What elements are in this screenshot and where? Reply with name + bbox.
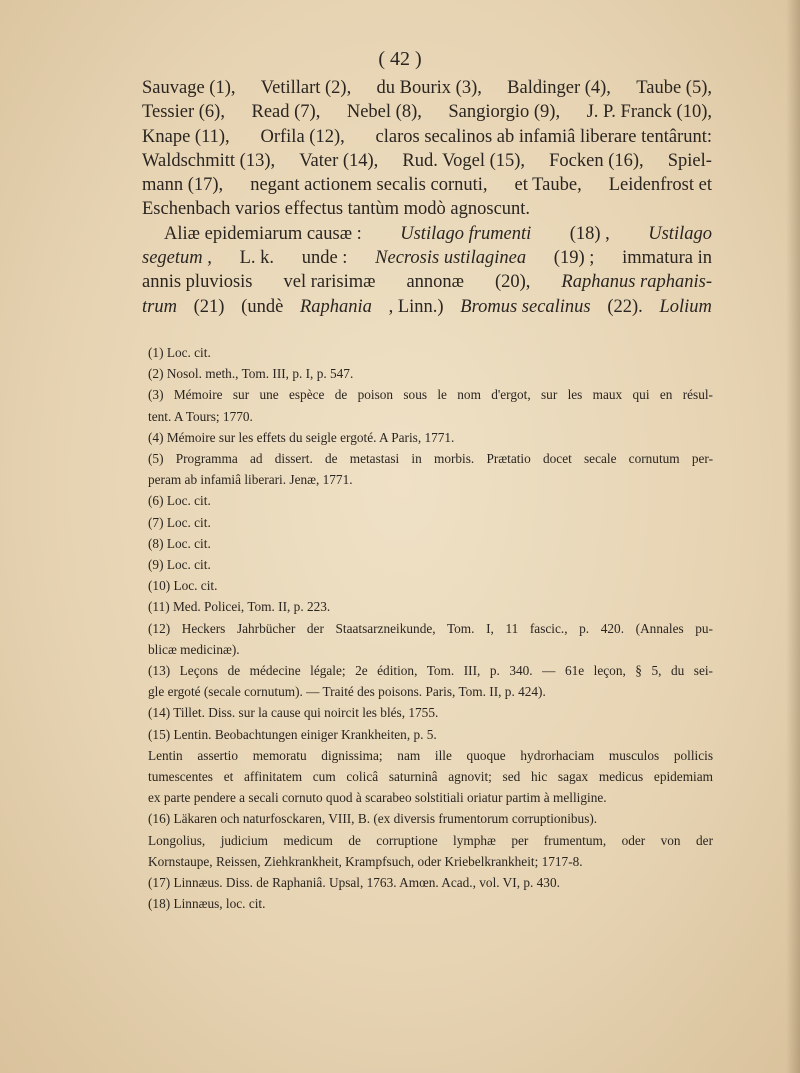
text-segment: Eschenbach varios effectus tantùm modò agnoscunt. <box>142 199 531 220</box>
text-segment: Read (7), <box>251 102 321 123</box>
text-segment: Leidenfrost et <box>608 175 712 196</box>
text-segment: annis pluviosis <box>142 272 253 293</box>
footnote-line: (14) Tillet. Diss. sur la cause qui noircit les blés, 1755. <box>148 705 439 721</box>
text-segment: Raphanus raphanis- <box>561 272 712 293</box>
text-segment: (22). <box>607 296 643 317</box>
text-segment: mann (17), <box>142 175 224 196</box>
main-text <box>142 76 712 319</box>
text-segment: (21) <box>193 296 225 317</box>
text-segment: Waldschmitt (13), <box>142 150 276 171</box>
text-segment: Raphania <box>299 296 372 317</box>
text-segment: Spiel- <box>667 150 712 171</box>
footnote-line: (16) Läkaren och naturfosckaren, VIII, B. (ex diversis frumentorum corruptionibus). <box>148 811 598 827</box>
text-segment: vel rarisimæ <box>283 272 376 293</box>
text-segment: Sangiorgio (9), <box>448 102 561 123</box>
footnote-line: tent. A Tours; 1770. <box>148 408 253 424</box>
text-segment: Baldinger (4), <box>507 78 611 98</box>
footnote-line: (4) Mémoire sur les effets du seigle ergoté. A Paris, 1771. <box>148 429 455 445</box>
text-line <box>142 270 712 294</box>
footnote-line: Longolius, judicium medicum de corruptione lymphæ per frumentum, oder von der <box>148 832 713 848</box>
text-line <box>142 149 712 173</box>
footnote-line: Lentin assertio memoratu dignissima; nam ille quoque hydrorhaciam musculos pollicis <box>148 747 713 763</box>
text-line <box>142 76 712 100</box>
footnote-line: tumescentes et affinitatem cum colicâ saturninâ agnovit; sed hic sagax medicus epidemiam <box>148 769 713 785</box>
text-segment: Ustilago <box>648 223 712 244</box>
text-segment: Nebel (8), <box>346 102 422 123</box>
text-segment: L. k. <box>239 248 275 269</box>
text-segment: Vetillart (2), <box>260 78 352 98</box>
text-segment: (18) , <box>569 223 610 244</box>
text-segment: immatura in <box>622 248 712 269</box>
text-segment: Taube (5), <box>636 78 712 98</box>
footnote-line: (3) Mémoire sur une espèce de poison sous le nom d'ergot, sur les maux qui en résul- <box>148 387 713 403</box>
footnote-line: Kornstaupe, Reissen, Ziehkrankheit, Krampfsuch, oder Kriebelkrankheit; 1717-8. <box>148 853 583 869</box>
text-segment: Sauvage (1), <box>142 78 236 98</box>
footnotes <box>148 342 713 914</box>
footnote-line: (2) Nosol. meth., Tom. III, p. I, p. 547. <box>148 366 354 382</box>
text-segment: Orfila (12), <box>260 126 345 147</box>
footnote-line: (18) Linnæus, loc. cit. <box>148 896 266 912</box>
footnote-line: (10) Loc. cit. <box>148 578 218 594</box>
text-segment: Vater (14), <box>299 150 379 171</box>
text-segment: trum <box>142 296 177 317</box>
text-segment: Bromus secalinus <box>460 296 591 317</box>
page-number: ( 42 ) <box>378 48 422 70</box>
footnote-line: (13) Leçons de médecine légale; 2e édition, Tom. III, p. 340. — 61e leçon, § 5, du sei- <box>148 663 713 679</box>
text-line <box>142 125 712 149</box>
text-segment: , Linn.) <box>388 296 444 317</box>
page-edge-shadow <box>786 0 800 1073</box>
text-line <box>142 173 712 197</box>
footnote-line: gle ergoté (secale cornutum). — Traité des poisons. Paris, Tom. II, p. 424). <box>148 684 546 700</box>
footnote-line: ex parte pendere a secali cornuto quod à scarabeo solstitiali oriatur partim à melligine. <box>148 790 607 806</box>
footnote-line: (5) Programma ad dissert. de metastasi in morbis. Prætatio docet secale cornutum per- <box>148 451 713 467</box>
footnote-line: (9) Loc. cit. <box>148 557 211 573</box>
text-segment: Lolium <box>659 296 712 317</box>
footnote-line: (8) Loc. cit. <box>148 535 211 551</box>
text-segment: J. P. Franck (10), <box>586 102 712 123</box>
text-line <box>142 222 712 246</box>
text-segment: et Taube, <box>514 175 582 196</box>
text-segment: annonæ <box>406 272 464 293</box>
text-segment: unde : <box>301 248 348 269</box>
text-segment: negant actionem secalis cornuti, <box>250 175 488 196</box>
text-segment: (undè <box>241 296 284 317</box>
text-segment: (20), <box>494 272 531 293</box>
text-segment: Focken (16), <box>549 150 644 171</box>
text-segment: Knape (11), <box>142 126 230 147</box>
text-segment: Aliæ epidemiarum causæ : <box>164 223 362 244</box>
footnote-line: (1) Loc. cit. <box>148 345 211 360</box>
text-segment: Rud. Vogel (15), <box>402 150 526 171</box>
footnote-line: (11) Med. Policei, Tom. II, p. 223. <box>148 599 331 615</box>
text-segment: du Bourix (3), <box>376 78 482 98</box>
footnote-line: (7) Loc. cit. <box>148 514 211 530</box>
text-line <box>142 100 712 124</box>
footnote-line: (15) Lentin. Beobachtungen einiger Krankheiten, p. 5. <box>148 726 437 742</box>
text-segment: segetum , <box>142 248 212 269</box>
footnote-line: (17) Linnæus. Diss. de Raphaniâ. Upsal, 1763. Amœn. Acad., vol. VI, p. 430. <box>148 875 560 891</box>
footnote-line: (6) Loc. cit. <box>148 493 211 509</box>
text-segment: claros secalinos ab infamiâ liberare tentârunt: <box>375 126 712 147</box>
text-line <box>142 246 712 270</box>
footnote-line: peram ab infamiâ liberari. Jenæ, 1771. <box>148 472 353 488</box>
text-segment: Ustilago frumenti <box>400 223 532 244</box>
text-segment: (19) ; <box>553 248 595 269</box>
text-line <box>142 295 712 319</box>
footnote-line: blicæ medicinæ). <box>148 641 240 657</box>
text-segment: Tessier (6), <box>142 102 225 123</box>
text-segment: Necrosis ustilaginea <box>375 248 527 269</box>
text-line <box>142 197 712 221</box>
footnote-line: (12) Heckers Jahrbücher der Staatsarzneikunde, Tom. I, 11 fascic., p. 420. (Annales pu- <box>148 620 713 636</box>
